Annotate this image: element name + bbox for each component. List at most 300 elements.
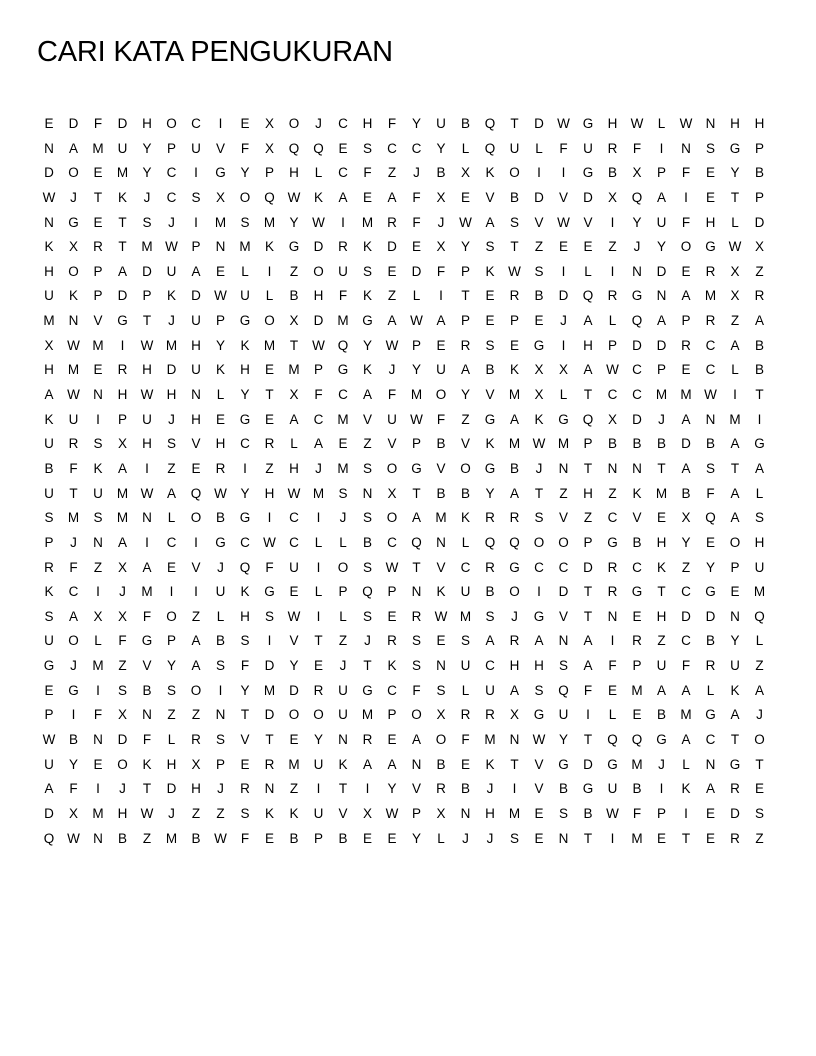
grid-cell: U xyxy=(607,781,618,797)
grid-cell: R xyxy=(387,633,397,649)
grid-cell: M xyxy=(410,387,423,403)
grid-cell: X xyxy=(436,189,446,205)
grid-cell: R xyxy=(705,263,716,279)
grid-cell: K xyxy=(534,411,544,427)
grid-cell: C xyxy=(681,633,691,649)
grid-cell: I xyxy=(169,584,174,600)
grid-cell: I xyxy=(96,584,100,600)
grid-cell: B xyxy=(754,337,764,353)
grid-cell: R xyxy=(264,756,275,772)
grid-cell: Q xyxy=(190,485,202,501)
grid-cell: W xyxy=(140,485,154,501)
grid-cell: I xyxy=(512,781,517,797)
grid-cell: G xyxy=(215,165,226,181)
grid-cell: Z xyxy=(216,805,225,821)
grid-cell: B xyxy=(436,485,446,501)
grid-cell: Y xyxy=(730,165,740,181)
grid-cell: B xyxy=(289,830,299,846)
grid-cell: T xyxy=(69,485,78,501)
grid-cell: Z xyxy=(167,707,176,723)
grid-cell: D xyxy=(264,707,275,723)
grid-cell: I xyxy=(684,805,688,821)
grid-cell: S xyxy=(215,732,225,748)
grid-cell: I xyxy=(218,116,223,131)
grid-cell: R xyxy=(485,707,495,723)
grid-cell: O xyxy=(386,460,398,476)
grid-cell: N xyxy=(411,584,422,600)
grid-cell: A xyxy=(68,140,78,156)
grid-cell: I xyxy=(316,781,321,797)
grid-cell: T xyxy=(730,460,740,476)
grid-cell: H xyxy=(264,485,275,501)
grid-cell: U xyxy=(289,559,299,575)
grid-cell: N xyxy=(338,732,348,748)
grid-cell: L xyxy=(461,682,470,698)
grid-cell: J xyxy=(339,658,347,674)
grid-cell: S xyxy=(509,214,519,230)
grid-cell: F xyxy=(69,460,78,476)
grid-cell: Z xyxy=(191,608,201,624)
grid-cell: O xyxy=(460,460,471,476)
grid-cell: N xyxy=(142,510,152,526)
grid-cell: Z xyxy=(583,510,593,526)
grid-cell: Z xyxy=(118,658,127,674)
grid-cell: F xyxy=(681,658,691,674)
grid-cell: Z xyxy=(191,707,201,723)
grid-cell: R xyxy=(387,214,397,230)
grid-cell: X xyxy=(754,239,764,255)
grid-cell: A xyxy=(681,411,691,427)
grid-cell: Y xyxy=(436,140,446,156)
grid-cell: A xyxy=(509,682,519,698)
grid-cell: M xyxy=(141,584,153,600)
grid-cell: B xyxy=(607,165,617,181)
grid-cell: W xyxy=(214,485,227,501)
grid-cell: N xyxy=(93,830,103,846)
grid-cell: Q xyxy=(607,732,618,748)
grid-cell: F xyxy=(412,214,421,230)
grid-cell: B xyxy=(142,682,152,698)
grid-cell: L xyxy=(608,707,617,723)
grid-cell: X xyxy=(436,239,446,255)
grid-cell: D xyxy=(754,214,765,230)
grid-cell: C xyxy=(632,362,642,378)
grid-cell: P xyxy=(460,263,470,279)
grid-cell: H xyxy=(754,116,765,131)
grid-cell: B xyxy=(460,485,470,501)
grid-cell: W xyxy=(287,485,301,501)
grid-cell: P xyxy=(264,165,274,181)
grid-cell: D xyxy=(387,239,397,255)
grid-cell: D xyxy=(68,116,79,131)
grid-cell: V xyxy=(240,732,250,748)
grid-cell: P xyxy=(117,411,127,427)
grid-cell: U xyxy=(338,682,348,698)
grid-cell: N xyxy=(705,116,716,131)
grid-cell: X xyxy=(215,189,225,205)
grid-cell: Q xyxy=(754,608,765,624)
grid-cell: M xyxy=(92,658,104,674)
grid-cell: V xyxy=(558,608,568,624)
grid-cell: Z xyxy=(265,460,274,476)
grid-cell: U xyxy=(558,707,569,723)
grid-cell: C xyxy=(607,387,618,403)
grid-cell: Z xyxy=(755,830,764,846)
grid-cell: W xyxy=(410,313,423,329)
grid-cell: B xyxy=(215,510,225,526)
grid-cell: L xyxy=(412,288,421,304)
grid-cell: I xyxy=(194,584,198,600)
grid-cell: W xyxy=(140,337,154,353)
grid-cell: M xyxy=(435,510,447,526)
grid-cell: Y xyxy=(142,165,152,181)
grid-cell: B xyxy=(583,805,593,821)
grid-cell: L xyxy=(461,140,470,156)
grid-cell: W xyxy=(312,214,325,230)
grid-cell: P xyxy=(313,362,323,378)
grid-cell: S xyxy=(362,460,372,476)
grid-cell: E xyxy=(607,682,617,698)
grid-cell: H xyxy=(534,658,544,674)
grid-cell: F xyxy=(632,805,642,821)
grid-cell: L xyxy=(314,165,323,181)
grid-cell: N xyxy=(460,805,471,821)
grid-cell: K xyxy=(44,411,54,427)
grid-cell: M xyxy=(655,485,668,501)
grid-cell: T xyxy=(338,781,348,797)
grid-cell: C xyxy=(166,165,177,181)
grid-cell: D xyxy=(44,805,54,821)
grid-cell: N xyxy=(93,534,103,550)
grid-cell: J xyxy=(560,313,567,329)
grid-cell: K xyxy=(730,682,740,698)
grid-cell: B xyxy=(338,830,348,846)
grid-cell: F xyxy=(706,485,715,501)
grid-cell: H xyxy=(730,116,740,131)
grid-cell: Q xyxy=(582,411,594,427)
grid-cell: J xyxy=(437,214,445,230)
grid-cell: W xyxy=(312,337,325,353)
grid-cell: M xyxy=(92,140,104,156)
grid-cell: W xyxy=(434,608,448,624)
grid-cell: E xyxy=(436,337,446,353)
grid-cell: H xyxy=(607,116,618,131)
grid-cell: W xyxy=(140,805,154,821)
grid-cell: A xyxy=(509,485,519,501)
grid-cell: X xyxy=(460,165,470,181)
grid-cell: S xyxy=(44,608,54,624)
grid-cell: T xyxy=(755,387,764,403)
grid-cell: S xyxy=(240,805,250,821)
grid-cell: Q xyxy=(582,288,594,304)
grid-cell: N xyxy=(509,732,520,748)
grid-cell: F xyxy=(240,830,250,846)
grid-cell: G xyxy=(215,534,226,550)
grid-cell: F xyxy=(461,732,470,748)
grid-cell: A xyxy=(485,633,495,649)
grid-cell: I xyxy=(194,165,198,181)
grid-cell: R xyxy=(313,682,324,698)
grid-cell: S xyxy=(411,658,421,674)
grid-cell: R xyxy=(44,559,54,575)
grid-cell: L xyxy=(706,682,715,698)
grid-cell: C xyxy=(632,387,642,403)
grid-cell: O xyxy=(166,116,177,131)
grid-cell: O xyxy=(68,263,79,279)
grid-cell: K xyxy=(436,584,446,600)
grid-cell: K xyxy=(362,239,372,255)
grid-cell: M xyxy=(116,165,129,181)
grid-cell: V xyxy=(485,387,495,403)
grid-cell: H xyxy=(754,534,765,550)
grid-cell: P xyxy=(166,633,176,649)
grid-cell: L xyxy=(535,140,543,156)
grid-cell: O xyxy=(729,534,741,550)
grid-cell: S xyxy=(362,559,372,575)
grid-cell: E xyxy=(289,732,299,748)
grid-cell: J xyxy=(168,214,175,230)
grid-cell: E xyxy=(485,313,495,329)
grid-cell: E xyxy=(362,189,372,205)
grid-cell: A xyxy=(411,510,421,526)
grid-cell: Y xyxy=(240,387,250,403)
grid-cell: V xyxy=(460,436,470,452)
grid-cell: E xyxy=(460,189,470,205)
grid-cell: C xyxy=(338,387,348,403)
grid-cell: U xyxy=(142,411,152,427)
grid-cell: D xyxy=(681,436,691,452)
grid-cell: D xyxy=(117,732,128,748)
grid-cell: P xyxy=(583,534,593,550)
grid-cell: L xyxy=(755,485,764,501)
grid-cell: Y xyxy=(485,485,495,501)
grid-cell: N xyxy=(730,608,740,624)
grid-cell: G xyxy=(558,411,569,427)
grid-cell: G xyxy=(337,362,349,378)
grid-cell: O xyxy=(166,608,177,624)
grid-cell: B xyxy=(705,436,715,452)
grid-cell: X xyxy=(362,805,372,821)
grid-cell: V xyxy=(362,411,372,427)
grid-cell: C xyxy=(485,658,495,674)
grid-cell: U xyxy=(191,313,201,329)
grid-cell: X xyxy=(191,756,201,772)
grid-cell: O xyxy=(337,559,349,575)
grid-cell: E xyxy=(387,830,397,846)
grid-cell: T xyxy=(730,732,740,748)
grid-cell: R xyxy=(730,830,740,846)
grid-cell: D xyxy=(583,756,593,772)
grid-cell: A xyxy=(534,633,544,649)
grid-cell: G xyxy=(631,288,643,304)
grid-cell: B xyxy=(656,707,666,723)
grid-cell: H xyxy=(166,756,177,772)
grid-cell: L xyxy=(682,756,690,772)
grid-cell: T xyxy=(289,337,299,353)
grid-cell: S xyxy=(558,805,568,821)
grid-cell: K xyxy=(681,781,691,797)
grid-cell: Y xyxy=(68,756,78,772)
grid-cell: Q xyxy=(264,189,275,205)
grid-cell: F xyxy=(142,608,152,624)
grid-cell: B xyxy=(509,460,519,476)
grid-cell: B xyxy=(558,781,568,797)
grid-cell: O xyxy=(509,584,520,600)
grid-cell: M xyxy=(288,362,300,378)
grid-cell: D xyxy=(656,263,667,279)
grid-cell: S xyxy=(166,682,176,698)
grid-cell: F xyxy=(681,214,691,230)
grid-cell: Z xyxy=(338,633,348,649)
grid-cell: D xyxy=(313,239,324,255)
grid-cell: A xyxy=(656,313,666,329)
grid-cell: Q xyxy=(484,116,496,131)
grid-cell: E xyxy=(656,830,666,846)
grid-cell: L xyxy=(265,288,274,304)
grid-cell: K xyxy=(93,460,103,476)
grid-cell: V xyxy=(93,313,103,329)
grid-cell: E xyxy=(436,633,446,649)
grid-cell: R xyxy=(460,707,471,723)
grid-cell: Z xyxy=(534,239,544,255)
grid-cell: N xyxy=(68,313,79,329)
grid-cell: A xyxy=(411,732,421,748)
grid-cell: G xyxy=(484,460,496,476)
grid-cell: E xyxy=(215,263,225,279)
grid-cell: S xyxy=(240,214,250,230)
grid-cell: C xyxy=(338,165,348,181)
grid-cell: H xyxy=(142,116,152,131)
grid-cell: U xyxy=(313,756,324,772)
grid-cell: I xyxy=(537,584,541,600)
grid-cell: B xyxy=(460,781,470,797)
grid-cell: I xyxy=(659,781,664,797)
grid-cell: R xyxy=(705,658,716,674)
grid-cell: R xyxy=(705,313,716,329)
grid-cell: B xyxy=(485,362,495,378)
grid-cell: F xyxy=(93,116,103,131)
grid-cell: T xyxy=(142,781,152,797)
grid-cell: D xyxy=(534,189,544,205)
grid-cell: R xyxy=(632,633,642,649)
grid-cell: U xyxy=(460,658,471,674)
grid-cell: M xyxy=(631,756,643,772)
grid-cell: N xyxy=(632,460,642,476)
grid-cell: A xyxy=(289,411,299,427)
grid-cell: F xyxy=(142,732,152,748)
grid-cell: A xyxy=(117,460,127,476)
grid-cell: Q xyxy=(313,140,324,156)
grid-cell: J xyxy=(388,362,396,378)
grid-cell: U xyxy=(436,116,446,131)
grid-cell: V xyxy=(632,510,642,526)
grid-cell: N xyxy=(44,140,54,156)
grid-cell: T xyxy=(363,658,372,674)
grid-cell: H xyxy=(289,460,299,476)
grid-cell: S xyxy=(264,608,274,624)
grid-cell: G xyxy=(288,239,300,255)
grid-cell: P xyxy=(387,707,397,723)
grid-cell: V xyxy=(191,559,201,575)
grid-cell: R xyxy=(485,559,495,575)
grid-cell: C xyxy=(705,362,716,378)
grid-cell: P xyxy=(656,362,666,378)
grid-cell: X xyxy=(289,387,299,403)
grid-cell: K xyxy=(313,189,323,205)
grid-cell: D xyxy=(117,288,128,304)
grid-cell: B xyxy=(485,584,495,600)
grid-cell: W xyxy=(287,608,301,624)
grid-cell: M xyxy=(43,313,55,329)
grid-cell: S xyxy=(362,608,372,624)
grid-cell: X xyxy=(534,362,544,378)
grid-cell: P xyxy=(338,584,348,600)
grid-cell: G xyxy=(729,140,741,156)
grid-cell: Z xyxy=(387,288,397,304)
grid-cell: M xyxy=(165,830,178,846)
grid-cell: V xyxy=(215,140,225,156)
grid-cell: M xyxy=(680,707,692,723)
grid-cell: N xyxy=(705,411,716,427)
grid-cell: O xyxy=(239,189,251,205)
grid-cell: U xyxy=(44,756,54,772)
grid-cell: Z xyxy=(730,313,740,329)
grid-cell: J xyxy=(168,313,175,329)
grid-cell: D xyxy=(558,584,569,600)
grid-cell: U xyxy=(44,288,54,304)
grid-cell: G xyxy=(705,239,716,255)
grid-cell: W xyxy=(385,337,399,353)
grid-cell: Q xyxy=(484,140,496,156)
grid-cell: I xyxy=(71,707,76,723)
grid-cell: E xyxy=(705,189,715,205)
grid-cell: C xyxy=(191,116,201,131)
grid-cell: V xyxy=(583,214,593,230)
grid-cell: B xyxy=(509,189,519,205)
grid-cell: K xyxy=(485,263,495,279)
grid-cell: G xyxy=(631,584,643,600)
grid-cell: W xyxy=(532,436,546,452)
grid-cell: P xyxy=(632,658,642,674)
grid-cell: I xyxy=(96,781,100,797)
grid-cell: A xyxy=(68,608,78,624)
grid-cell: A xyxy=(754,682,764,698)
grid-cell: M xyxy=(361,214,374,230)
grid-cell: M xyxy=(361,707,374,723)
grid-cell: L xyxy=(584,263,592,279)
grid-cell: Y xyxy=(730,633,740,649)
grid-cell: K xyxy=(362,362,372,378)
grid-cell: C xyxy=(240,436,250,452)
grid-cell: K xyxy=(485,756,495,772)
grid-cell: I xyxy=(243,460,247,476)
grid-cell: J xyxy=(119,781,126,797)
grid-cell: J xyxy=(486,830,494,846)
grid-cell: L xyxy=(657,116,666,131)
grid-cell: E xyxy=(705,165,715,181)
grid-cell: S xyxy=(485,239,495,255)
grid-cell: D xyxy=(411,263,422,279)
grid-cell: M xyxy=(508,436,521,452)
grid-cell: A xyxy=(656,682,666,698)
grid-cell: A xyxy=(583,313,593,329)
grid-cell: E xyxy=(93,214,103,230)
grid-cell: J xyxy=(511,608,518,624)
grid-cell: S xyxy=(509,830,519,846)
grid-cell: V xyxy=(485,189,495,205)
grid-cell: M xyxy=(508,387,521,403)
grid-cell: B xyxy=(632,534,642,550)
